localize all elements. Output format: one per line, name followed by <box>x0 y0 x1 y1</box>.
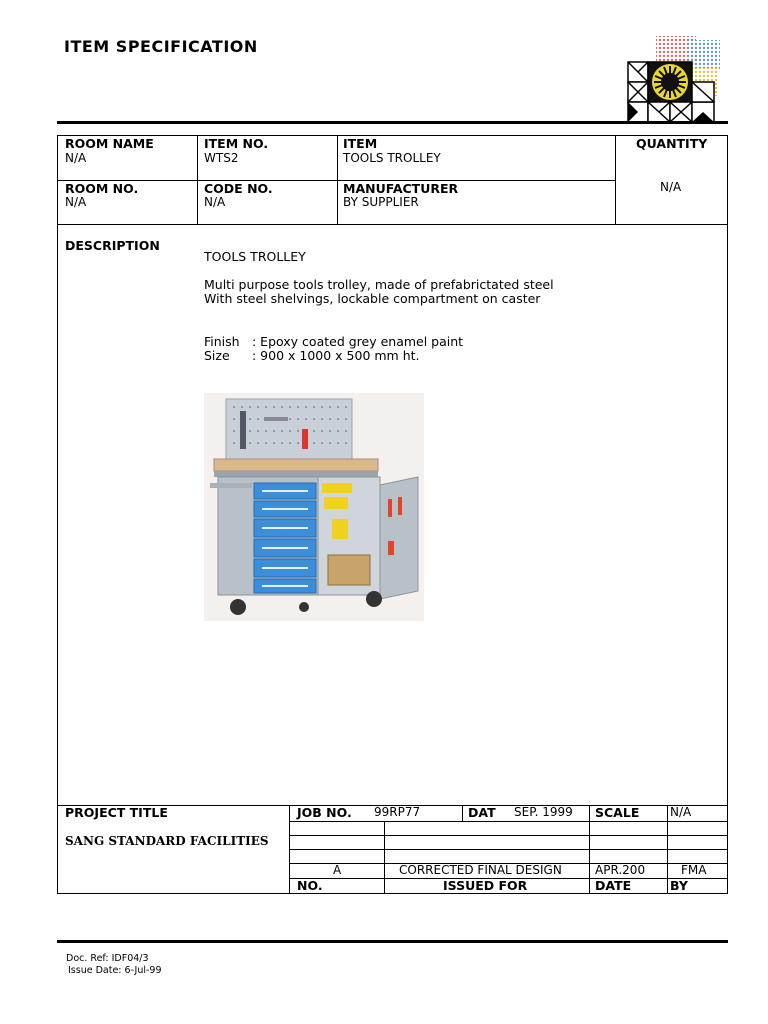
company-logo <box>626 34 722 124</box>
doc-ref: Doc. Ref: IDF04/3 <box>66 953 149 964</box>
room-no-label: ROOM NO. <box>65 181 139 196</box>
revision-by: FMA <box>681 863 707 877</box>
footer-row-3 <box>289 849 727 850</box>
finish-value: : Epoxy coated grey enamel paint <box>252 334 464 349</box>
quantity-label: QUANTITY <box>636 136 708 151</box>
room-no-value: N/A <box>65 195 87 209</box>
tools-trolley-image <box>204 393 424 621</box>
item-no-label: ITEM NO. <box>204 136 269 151</box>
issue-date: Issue Date: 6-Jul-99 <box>68 965 162 976</box>
quantity-value: N/A <box>660 180 682 194</box>
info-col-divider-2 <box>337 136 338 224</box>
scale-value: N/A <box>670 805 692 819</box>
size-value: : 900 x 1000 x 500 mm ht. <box>252 348 420 363</box>
description-line-1: Multi purpose tools trolley, made of prefabrictated steel <box>204 277 554 292</box>
finish-label: Finish <box>204 334 240 349</box>
code-no-label: CODE NO. <box>204 181 273 196</box>
footer-row-1 <box>289 821 727 822</box>
description-item-name: TOOLS TROLLEY <box>204 249 306 264</box>
footer-row-2 <box>289 835 727 836</box>
room-name-value: N/A <box>65 151 87 165</box>
footer-rule <box>57 940 728 943</box>
date-value: SEP. 1999 <box>514 805 573 819</box>
column-issued-for-label: ISSUED FOR <box>443 878 528 893</box>
job-no-label: JOB NO. <box>297 805 352 820</box>
footer-col-divider-dat <box>462 805 463 821</box>
footer-col-divider-no <box>384 821 385 893</box>
project-title-value: SANG STANDARD FACILITIES <box>65 834 269 848</box>
column-by-label: BY <box>670 878 688 893</box>
column-date-label: DATE <box>595 878 632 893</box>
job-no-value: 99RP77 <box>374 805 421 819</box>
item-label: ITEM <box>343 136 378 151</box>
manufacturer-value: BY SUPPLIER <box>343 195 419 209</box>
manufacturer-label: MANUFACTURER <box>343 181 459 196</box>
description-line-2: With steel shelvings, lockable compartment on caster <box>204 291 541 306</box>
header-rule <box>57 121 728 124</box>
revision-date: APR.200 <box>595 863 646 877</box>
size-label: Size <box>204 348 230 363</box>
item-no-value: WTS2 <box>204 151 239 165</box>
info-col-divider-3 <box>615 136 616 224</box>
code-no-value: N/A <box>204 195 226 209</box>
date-label: DAT <box>468 805 496 820</box>
info-col-divider-1 <box>197 136 198 224</box>
column-no-label: NO. <box>297 878 323 893</box>
project-title-label: PROJECT TITLE <box>65 805 168 820</box>
scale-label: SCALE <box>595 805 640 820</box>
revision-no: A <box>333 863 342 877</box>
item-value: TOOLS TROLLEY <box>343 151 441 165</box>
description-label: DESCRIPTION <box>65 238 160 253</box>
info-table-bottom <box>58 224 727 225</box>
room-name-label: ROOM NAME <box>65 136 154 151</box>
page-title: ITEM SPECIFICATION <box>64 37 258 56</box>
revision-issued-for: CORRECTED FINAL DESIGN <box>399 863 562 877</box>
